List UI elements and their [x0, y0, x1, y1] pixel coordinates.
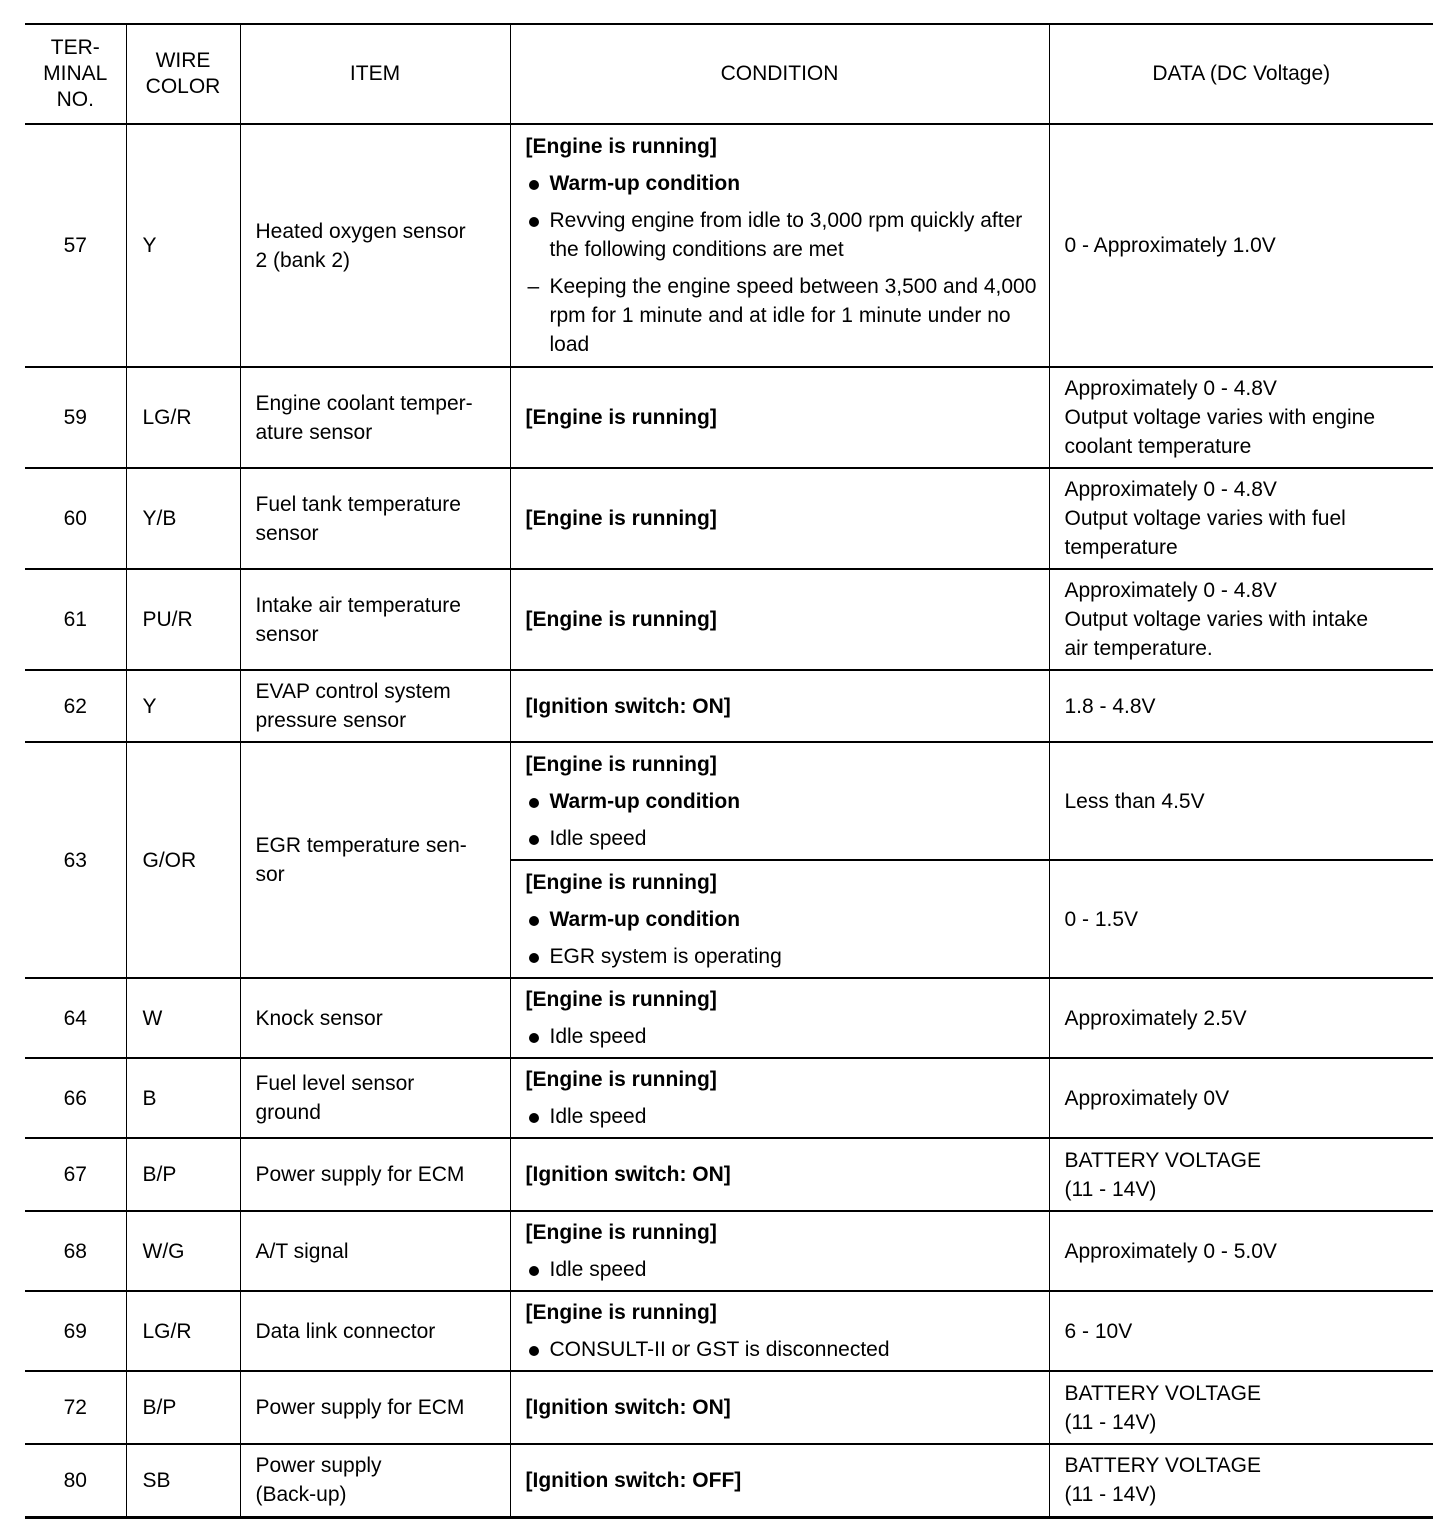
condition-heading: [Engine is running] [525, 988, 717, 1011]
terminal-number-cell: 64 [25, 978, 126, 1058]
condition-cell [510, 124, 1049, 367]
condition-heading: [Engine is running] [525, 135, 717, 158]
wire-color-cell: Y [126, 670, 240, 742]
wire-color-cell: B [126, 1058, 240, 1138]
data-voltage-cell: BATTERY VOLTAGE (11 - 14V) [1049, 1138, 1433, 1211]
wire-color-cell: G/OR [126, 742, 240, 978]
wire-color-cell: W/G [126, 1211, 240, 1291]
data-voltage-cell: Approximately 2.5V [1049, 978, 1433, 1058]
item-cell: Data link connector [240, 1291, 510, 1371]
table-row [25, 1211, 1433, 1291]
item-cell: Power supply for ECM [240, 1138, 510, 1211]
condition-cell [510, 367, 1049, 468]
condition-bullet-item [526, 206, 1037, 264]
table-row [25, 1138, 1433, 1211]
wire-color-cell: Y [126, 124, 240, 367]
condition-text: Keeping the engine speed between 3,500 and 4,000 rpm for 1 minute and at idle for 1 minute under no load [549, 275, 1037, 356]
condition-heading: [Engine is running] [525, 608, 717, 631]
condition-cell [510, 1211, 1049, 1291]
condition-cell [510, 1058, 1049, 1138]
header-terminal-no: TER- MINAL NO. [25, 24, 126, 124]
condition-cell [510, 468, 1049, 569]
condition-cell [510, 670, 1049, 742]
data-voltage-cell: Approximately 0 - 4.8V Output voltage varies with fuel temperature [1049, 468, 1433, 569]
item-cell: EGR temperature sen- sor [240, 742, 510, 978]
condition-cell [510, 742, 1049, 860]
wire-color-cell: SB [126, 1444, 240, 1517]
condition-text: Revving engine from idle to 3,000 rpm quickly after the following conditions are met [549, 209, 1023, 261]
table-header [25, 24, 1433, 124]
header-wire-color: WIRE COLOR [126, 24, 240, 124]
condition-heading: [Ignition switch: ON] [525, 694, 731, 718]
condition-text: CONSULT-II or GST is disconnected [549, 1338, 890, 1361]
condition-text: Warm-up condition [549, 789, 741, 813]
item-cell: Intake air temperature sensor [240, 569, 510, 670]
table-row [25, 1291, 1433, 1371]
table-row [25, 978, 1433, 1058]
data-voltage-cell: BATTERY VOLTAGE (11 - 14V) [1049, 1444, 1433, 1517]
condition-cell [510, 1138, 1049, 1211]
condition-cell [510, 860, 1049, 978]
condition-heading: [Engine is running] [525, 406, 717, 429]
condition-bullet-item [526, 787, 1037, 816]
item-cell: Fuel tank temperature sensor [240, 468, 510, 569]
table-row [25, 1371, 1433, 1444]
condition-bullet-item [526, 824, 1037, 853]
condition-heading: [Ignition switch: ON] [525, 1163, 731, 1186]
condition-cell [510, 1291, 1049, 1371]
data-voltage-cell: Approximately 0 - 5.0V [1049, 1211, 1433, 1291]
header-condition: CONDITION [510, 24, 1049, 124]
condition-sub-item [526, 272, 1037, 359]
item-cell: A/T signal [240, 1211, 510, 1291]
condition-heading: [Engine is running] [525, 1301, 717, 1324]
wire-color-cell: B/P [126, 1371, 240, 1444]
terminal-number-cell: 63 [25, 742, 126, 978]
condition-cell [510, 978, 1049, 1058]
terminal-number-cell: 59 [25, 367, 126, 468]
condition-text: Idle speed [549, 1025, 647, 1048]
condition-heading: [Ignition switch: OFF] [525, 1468, 742, 1492]
data-voltage-cell: Approximately 0V [1049, 1058, 1433, 1138]
terminal-number-cell: 62 [25, 670, 126, 742]
table-row [25, 367, 1433, 468]
condition-bullet-item [526, 905, 1037, 934]
condition-bullet-item [526, 1335, 1037, 1364]
condition-bullet-item [526, 942, 1037, 971]
condition-heading: [Engine is running] [525, 1068, 717, 1091]
condition-text: Idle speed [549, 826, 647, 850]
terminal-table [25, 23, 1433, 1519]
item-cell: Engine coolant temper- ature sensor [240, 367, 510, 468]
condition-text: Idle speed [549, 1258, 647, 1281]
item-cell: Power supply (Back-up) [240, 1444, 510, 1517]
condition-text: EGR system is operating [549, 944, 782, 968]
condition-heading: [Engine is running] [525, 507, 717, 530]
data-voltage-cell: Less than 4.5V [1049, 742, 1433, 860]
table-row [25, 124, 1433, 367]
data-voltage-cell: 6 - 10V [1049, 1291, 1433, 1371]
terminal-number-cell: 69 [25, 1291, 126, 1371]
table-row [25, 1444, 1433, 1517]
header-row [25, 24, 1433, 124]
terminal-number-cell: 66 [25, 1058, 126, 1138]
terminal-number-cell: 60 [25, 468, 126, 569]
data-voltage-cell: 1.8 - 4.8V [1049, 670, 1433, 742]
table-row [25, 1058, 1433, 1138]
condition-heading: [Ignition switch: ON] [525, 1396, 731, 1419]
wire-color-cell: Y/B [126, 468, 240, 569]
condition-text: Warm-up condition [549, 907, 741, 931]
condition-heading: [Engine is running] [525, 870, 717, 894]
table-row [25, 569, 1433, 670]
condition-bullet-item [526, 1255, 1037, 1284]
condition-cell [510, 569, 1049, 670]
wire-color-cell: B/P [126, 1138, 240, 1211]
wire-color-cell: LG/R [126, 1291, 240, 1371]
table-row [25, 670, 1433, 742]
data-voltage-cell: 0 - 1.5V [1049, 860, 1433, 978]
item-cell: Knock sensor [240, 978, 510, 1058]
data-voltage-cell: 0 - Approximately 1.0V [1049, 124, 1433, 367]
item-cell: Heated oxygen sensor 2 (bank 2) [240, 124, 510, 367]
table-row [25, 468, 1433, 569]
condition-bullet-item [526, 1022, 1037, 1051]
item-cell: Fuel level sensor ground [240, 1058, 510, 1138]
terminal-number-cell: 61 [25, 569, 126, 670]
table-row [25, 742, 1433, 860]
data-voltage-cell: BATTERY VOLTAGE (11 - 14V) [1049, 1371, 1433, 1444]
header-data: DATA (DC Voltage) [1049, 24, 1433, 124]
condition-cell [510, 1444, 1049, 1517]
condition-heading: [Engine is running] [525, 1221, 717, 1244]
condition-bullet-item [526, 169, 1037, 198]
condition-text: Warm-up condition [549, 172, 741, 195]
wire-color-cell: PU/R [126, 569, 240, 670]
condition-cell [510, 1371, 1049, 1444]
wire-color-cell: W [126, 978, 240, 1058]
data-voltage-cell: Approximately 0 - 4.8V Output voltage varies with intake air temperature. [1049, 569, 1433, 670]
terminal-number-cell: 57 [25, 124, 126, 367]
table-body [25, 124, 1433, 1517]
terminal-number-cell: 72 [25, 1371, 126, 1444]
terminal-number-cell: 68 [25, 1211, 126, 1291]
condition-heading: [Engine is running] [525, 752, 717, 776]
condition-text: Idle speed [549, 1105, 647, 1128]
item-cell: EVAP control system pressure sensor [240, 670, 510, 742]
data-voltage-cell: Approximately 0 - 4.8V Output voltage varies with engine coolant temperature [1049, 367, 1433, 468]
wire-color-cell: LG/R [126, 367, 240, 468]
header-item: ITEM [240, 24, 510, 124]
item-cell: Power supply for ECM [240, 1371, 510, 1444]
condition-bullet-item [526, 1102, 1037, 1131]
terminal-number-cell: 80 [25, 1444, 126, 1517]
terminal-number-cell: 67 [25, 1138, 126, 1211]
terminal-data-table-page [25, 23, 1433, 1519]
